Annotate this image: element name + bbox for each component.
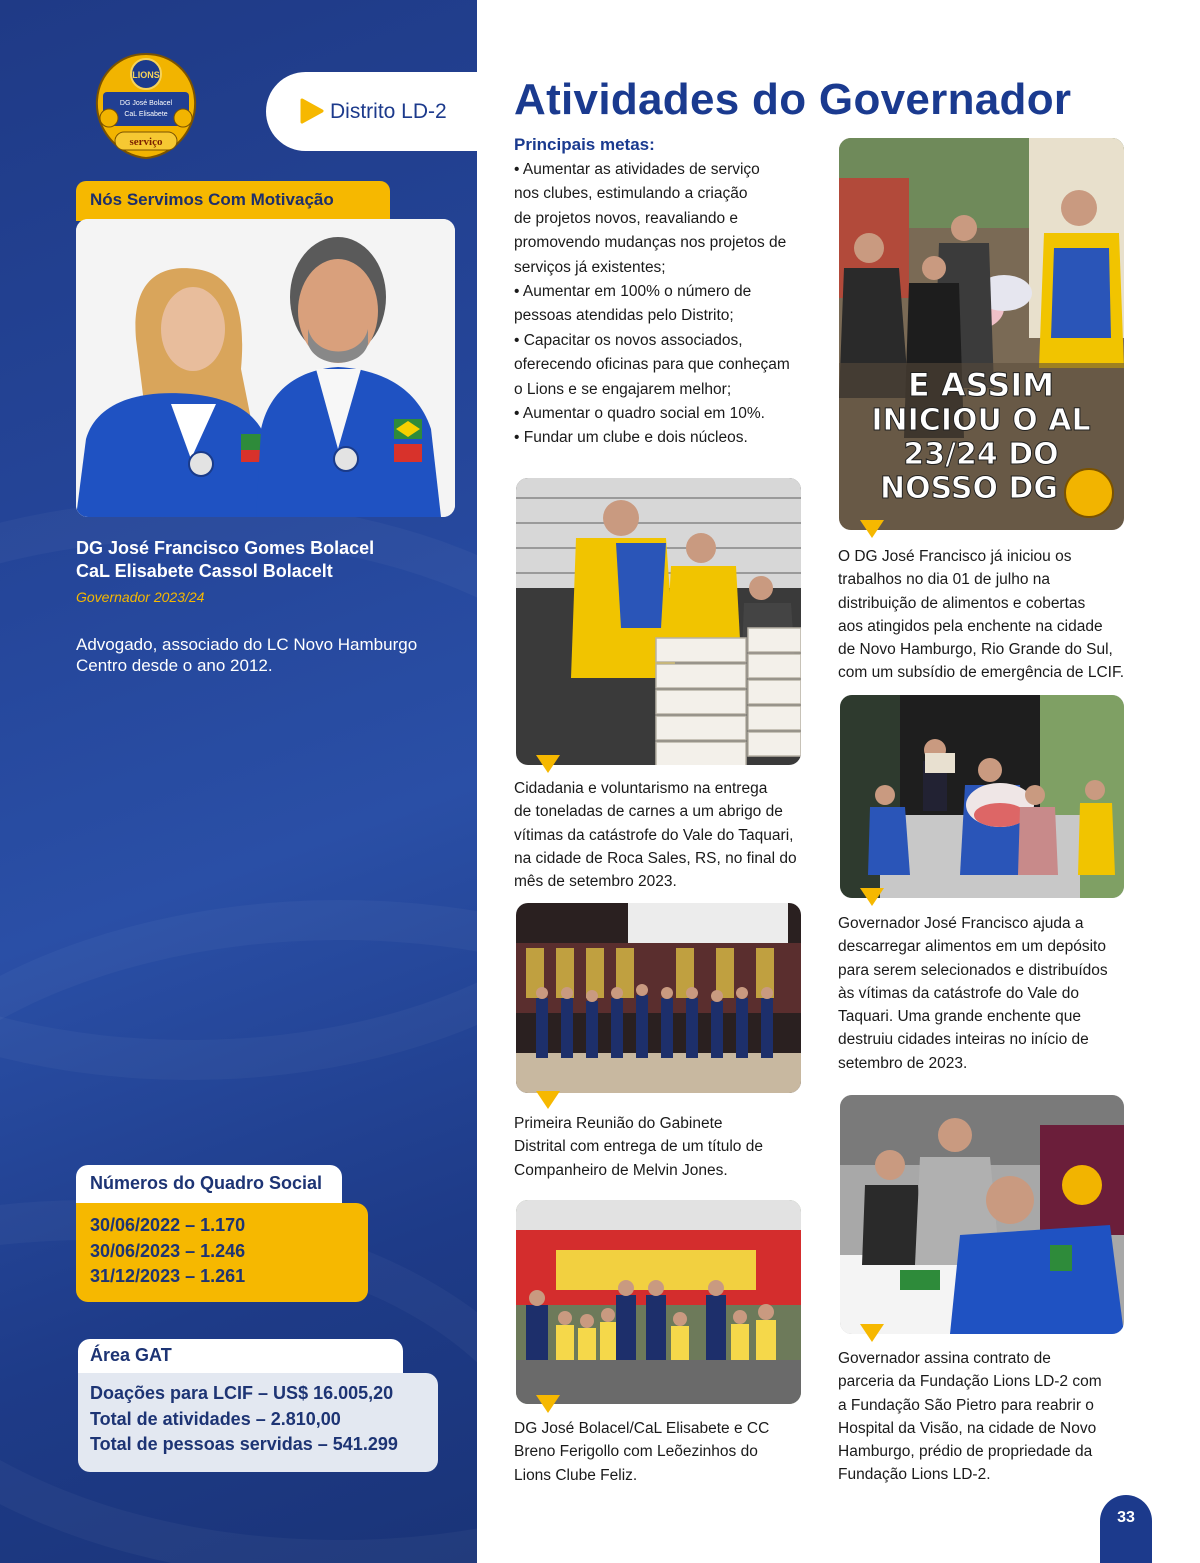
caption-line: vítimas da catástrofe do Vale do Taquari, — [514, 826, 794, 844]
page-number: 33 — [1100, 1495, 1152, 1563]
membership-stats-box — [76, 1203, 368, 1302]
gat-row: Total de pessoas servidas – 541.299 — [90, 1434, 398, 1454]
caption-pointer-icon — [536, 1091, 560, 1109]
goals-list — [514, 158, 814, 451]
caption-carnes — [514, 777, 814, 893]
play-icon — [298, 98, 324, 124]
caption-line: Lions Clube Feliz. — [514, 1466, 638, 1484]
goal-line: serviços já existentes; — [514, 258, 666, 276]
caption-line: trabalhos no dia 01 de julho na — [838, 571, 1050, 589]
district-logo — [93, 52, 199, 160]
gat-row: Doações para LCIF – US$ 16.005,20 — [90, 1383, 394, 1403]
caption-pointer-icon — [860, 520, 884, 538]
district-tab-label: Distrito LD-2 — [330, 100, 447, 123]
caption-line: destruiu cidades inteiras no início de — [838, 1031, 1089, 1049]
caption-line: O DG José Francisco já iniciou os — [838, 548, 1072, 565]
goal-line: • Capacitar os novos associados, — [514, 331, 743, 349]
goal-line: • Aumentar em 100% o número de — [514, 283, 752, 301]
goal-line: • Aumentar as atividades de serviço — [514, 161, 760, 178]
svg-text:DG José Bolacel: DG José Bolacel — [119, 100, 173, 107]
caption-line: DG José Bolacel/CaL Elisabete e CC — [514, 1420, 770, 1437]
gat-stats-box — [78, 1373, 438, 1472]
caption-line: mês de setembro 2023. — [514, 873, 677, 891]
cabinet-meeting-photo — [516, 903, 801, 1093]
overlay-line: 23/24 DO — [903, 437, 1059, 472]
goals-heading: Principais metas: — [514, 135, 655, 154]
overlay-line: E ASSIM — [907, 366, 1055, 404]
caption-line: aos atingidos pela enchente na cidade — [838, 617, 1103, 635]
governor-period: Governador 2023/24 — [76, 589, 205, 605]
district-tab — [266, 72, 526, 151]
membership-row: 31/12/2023 – 1.261 — [90, 1266, 246, 1286]
goal-line: promovendo mudanças nos projetos de — [514, 234, 787, 252]
gat-card-header — [78, 1339, 403, 1375]
caption-reuniao — [514, 1112, 814, 1182]
goal-line: oferecendo oficinas para que conheçam — [514, 356, 790, 374]
caption-line: Hospital da Visão, na cidade de Novo — [838, 1419, 1097, 1437]
caption-line: de Novo Hamburgo, Rio Grande do Sul, — [838, 641, 1113, 659]
motivation-tag-label: Nós Servimos Com Motivação — [90, 190, 334, 209]
membership-row: 30/06/2022 – 1.170 — [90, 1215, 246, 1235]
overlay-line: NOSSO DG — [880, 471, 1058, 506]
caption-line: na cidade de Roca Sales, RS, no final do — [514, 849, 797, 867]
goal-line: • Fundar um clube e dois núcleos. — [514, 429, 748, 447]
caption-line: de toneladas de carnes a um abrigo de — [514, 803, 783, 821]
svg-text:LIONS: LIONS — [132, 70, 160, 80]
page-title: Atividades do Governador — [514, 75, 1072, 124]
svg-text:CaL Elisabete: CaL Elisabete — [124, 111, 168, 118]
caption-line: distribuição de alimentos e cobertas — [838, 594, 1086, 612]
flood-relief-photo — [839, 138, 1124, 530]
caption-deposito — [838, 912, 1138, 1075]
governor-name: DG José Francisco Gomes Bolacel — [76, 538, 375, 558]
warehouse-unloading-photo — [840, 695, 1124, 898]
caption-pointer-icon — [536, 1395, 560, 1413]
caption-line: Distrital com entrega de um título de — [514, 1138, 763, 1156]
caption-line: Taquari. Uma grande enchente que — [838, 1008, 1081, 1026]
caption-contrato — [838, 1347, 1138, 1487]
caption-line: Primeira Reunião do Gabinete — [514, 1115, 723, 1132]
governor-names — [76, 537, 374, 583]
caption-line: com um subsídio de emergência de LCIF. — [838, 664, 1125, 682]
caption-line: descarregar alimentos em um depósito — [838, 938, 1106, 956]
leo-kids-photo — [516, 1200, 801, 1404]
spouse-name: CaL Elisabete Cassol Bolacelt — [76, 561, 333, 581]
caption-line: Governador José Francisco ajuda a — [838, 915, 1084, 932]
gat-row: Total de atividades – 2.810,00 — [90, 1408, 341, 1429]
caption-leo — [514, 1417, 814, 1487]
caption-line: Breno Ferigollo com Leõezinhos do — [514, 1443, 758, 1461]
overlay-line: INICIOU O AL — [871, 403, 1091, 438]
meat-delivery-photo — [516, 478, 801, 765]
caption-line: setembro de 2023. — [838, 1054, 968, 1072]
governor-bio: Advogado, associado do LC Novo Hamburgo Centro desde o ano 2012. — [76, 635, 418, 675]
membership-title: Números do Quadro Social — [90, 1173, 323, 1193]
contract-signing-photo — [840, 1095, 1124, 1334]
membership-row: 30/06/2023 – 1.246 — [90, 1240, 246, 1261]
svg-text:serviço: serviço — [129, 136, 163, 148]
caption-line: Cidadania e voluntarismo na entrega — [514, 780, 768, 797]
goal-line: pessoas atendidas pelo Distrito; — [514, 307, 734, 325]
membership-card-header — [76, 1165, 342, 1205]
sidebar-panel — [0, 0, 477, 1563]
gat-title: Área GAT — [90, 1345, 172, 1365]
caption-pointer-icon — [860, 888, 884, 906]
caption-line: parceria da Fundação Lions LD-2 com — [838, 1373, 1102, 1391]
caption-pointer-icon — [860, 1324, 884, 1342]
goal-line: de projetos novos, reavaliando e — [514, 209, 739, 227]
caption-line: Governador assina contrato de — [838, 1350, 1051, 1367]
caption-line: Companheiro de Melvin Jones. — [514, 1161, 728, 1179]
caption-line: Fundação Lions LD-2. — [838, 1466, 991, 1484]
governor-couple-photo — [76, 219, 455, 517]
caption-line: a Fundação São Pietro para reabrir o — [838, 1396, 1094, 1414]
goal-line: o Lions e se engajarem melhor; — [514, 380, 732, 398]
caption-pointer-icon — [536, 755, 560, 773]
caption-line: às vítimas da catástrofe do Vale do — [838, 984, 1079, 1002]
motivation-tag — [76, 181, 390, 221]
caption-julho — [838, 545, 1138, 685]
caption-line: Hamburgo, prédio de propriedade da — [838, 1443, 1093, 1461]
goal-line: • Aumentar o quadro social em 10%. — [514, 405, 765, 423]
caption-line: para serem selecionados e distribuídos — [838, 961, 1108, 979]
goal-line: nos clubes, estimulando a criação — [514, 185, 748, 203]
